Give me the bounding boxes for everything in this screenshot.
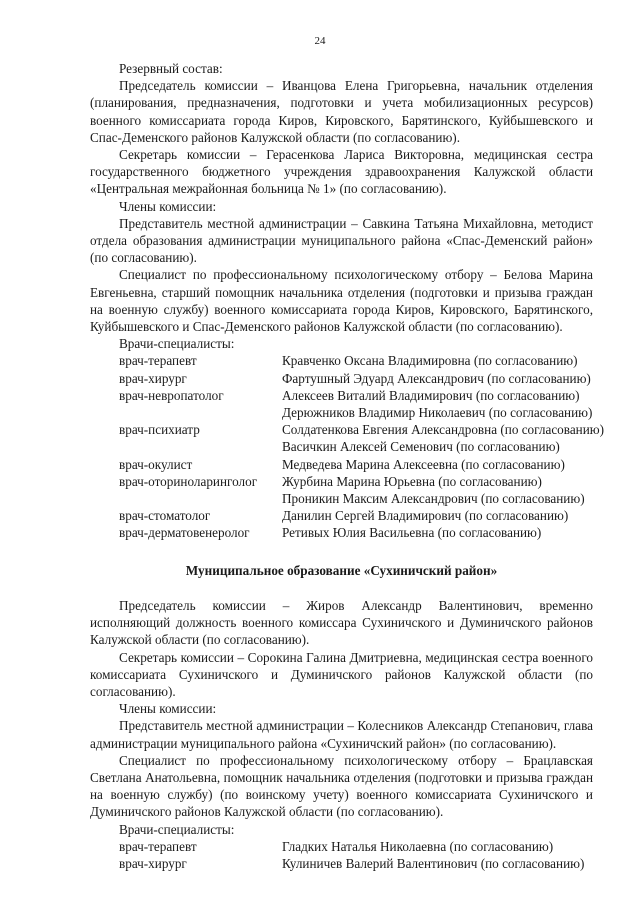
reserve-admin-rep: Представитель местной администрации – Савкина Татьяна Михайловна, методист отдела образования администрации муниципального района «Спас-Деменский район» (по согласованию). — [90, 215, 593, 266]
doctor-row — [119, 524, 593, 541]
doctor-name: Васичкин Алексей Семенович (по согласованию) — [282, 439, 560, 455]
doctor-row — [119, 507, 593, 524]
doctor-specialty: врач-окулист — [119, 456, 193, 472]
doctor-specialty: врач-дерматовенеролог — [119, 525, 250, 541]
reserve-heading: Резервный состав: — [119, 61, 223, 76]
doctor-name: Дерюжников Владимир Николаевич (по согласованию) — [282, 405, 593, 421]
doctor-name: Кравченко Оксана Владимировна (по согласованию) — [282, 353, 578, 369]
sukhinichi-doctors-list — [119, 838, 593, 872]
doctor-specialty: врач-терапевт — [119, 838, 197, 854]
doctor-row — [119, 352, 593, 369]
doctor-specialty: врач-оториноларинголог — [119, 473, 258, 489]
doctor-specialty: врач-хирург — [119, 855, 187, 871]
reserve-doctors-heading: Врачи-специалисты: — [119, 336, 235, 352]
doctor-names — [282, 421, 604, 455]
doctor-name: Данилин Сергей Владимирович (по согласованию) — [282, 508, 569, 524]
doctor-name: Ретивых Юлия Васильевна (по согласованию) — [282, 525, 542, 541]
doctor-name: Проникин Максим Александрович (по согласованию) — [282, 491, 585, 507]
section-title: Муниципальное образование «Сухиничский район» — [185, 562, 498, 578]
doctor-names — [282, 473, 585, 507]
doctor-row — [119, 456, 593, 473]
doctor-name: Алексеев Виталий Владимирович (по согласованию) — [282, 387, 580, 403]
doctor-name: Кулиничев Валерий Валентинович (по согласованию) — [282, 855, 585, 871]
doctor-name: Гладких Наталья Николаевна (по согласованию) — [282, 838, 554, 854]
reserve-chairman: Председатель комиссии – Иванцова Елена Григорьевна, начальник отделения (планирования, предназначения, подготовки и учета мобилизационных ресурсов) военного комиссариата города Киров, Кировского, Барятинского, Куйбышевского и Спас-Деменского районов Калужской области (по согласованию). — [90, 78, 593, 145]
sukhinichi-members-heading: Члены комиссии: — [119, 701, 217, 717]
reserve-doctors-list — [119, 352, 605, 541]
doctor-names — [282, 855, 584, 872]
doctor-specialty: врач-хирург — [119, 370, 187, 386]
doctor-names — [282, 387, 592, 421]
doctor-name: Фартушный Эдуард Александрович (по согласованию) — [282, 370, 591, 386]
doctor-name: Журбина Марина Юрьевна (по согласованию) — [282, 473, 542, 489]
doctor-names — [282, 352, 578, 369]
doctor-names — [282, 456, 565, 473]
doctor-row — [119, 838, 593, 855]
doctor-row — [119, 387, 593, 421]
doctor-row — [119, 421, 605, 455]
doctor-names — [282, 507, 568, 524]
doctor-row — [119, 855, 593, 872]
document-body — [90, 60, 605, 872]
doctor-names — [282, 370, 591, 387]
doctor-name: Медведева Марина Алексеевна (по согласованию) — [282, 456, 565, 472]
reserve-secretary: Секретарь комиссии – Герасенкова Лариса Викторовна, медицинская сестра государственного бюджетного учреждения здравоохранения Калужской области «Центральная межрайонная больница № 1» (по согласованию). — [90, 147, 593, 197]
sukhinichi-admin-rep: Представитель местной администрации – Колесников Александр Степанович, глава администрации муниципального района «Сухиничский район» (по согласованию). — [90, 718, 593, 751]
doctor-specialty: врач-стоматолог — [119, 508, 211, 524]
sukhinichi-secretary: Секретарь комиссии – Сорокина Галина Дмитриевна, медицинская сестра военного комиссариата Сухиничского и Думиничского районов Калужской области (по согласованию). — [90, 649, 593, 699]
doctor-name: Солдатенкова Евгения Александровна (по согласованию) — [282, 422, 605, 438]
page-number: 24 — [314, 35, 326, 47]
reserve-members-heading: Члены комиссии: — [119, 198, 217, 214]
doctor-specialty: врач-невропатолог — [119, 387, 224, 403]
doctor-names — [282, 524, 541, 541]
reserve-psych: Специалист по профессиональному психологическому отбору – Белова Марина Евгеньевна, старший помощник начальника отделения (подготовки и призыва граждан на военную службу) военного комиссариата города Киров, Кировского, Барятинского, Куйбышевского и Спас-Деменского районов Калужской области (по согласованию). — [90, 267, 593, 335]
doctor-row — [119, 370, 593, 387]
sukhinichi-psych: Специалист по профессиональному психологическому отбору – Брацлавская Светлана Анатольевна, помощник начальника отделения (подготовки и призыва граждан на военную службу) (по воинскому учету) военного комиссариата Сухиничского и Думиничского районов Калужской области (по согласованию). — [90, 752, 593, 820]
sukhinichi-chairman: Председатель комиссии – Жиров Александр Валентинович, временно исполняющий должность военного комиссара Сухиничского и Думиничского районов Калужской области (по согласованию). — [90, 597, 593, 648]
sukhinichi-doctors-heading: Врачи-специалисты: — [119, 821, 235, 837]
doctor-specialty: врач-психиатр — [119, 422, 200, 438]
doctor-names — [282, 838, 553, 855]
doctor-row — [119, 473, 593, 507]
doctor-specialty: врач-терапевт — [119, 353, 197, 369]
